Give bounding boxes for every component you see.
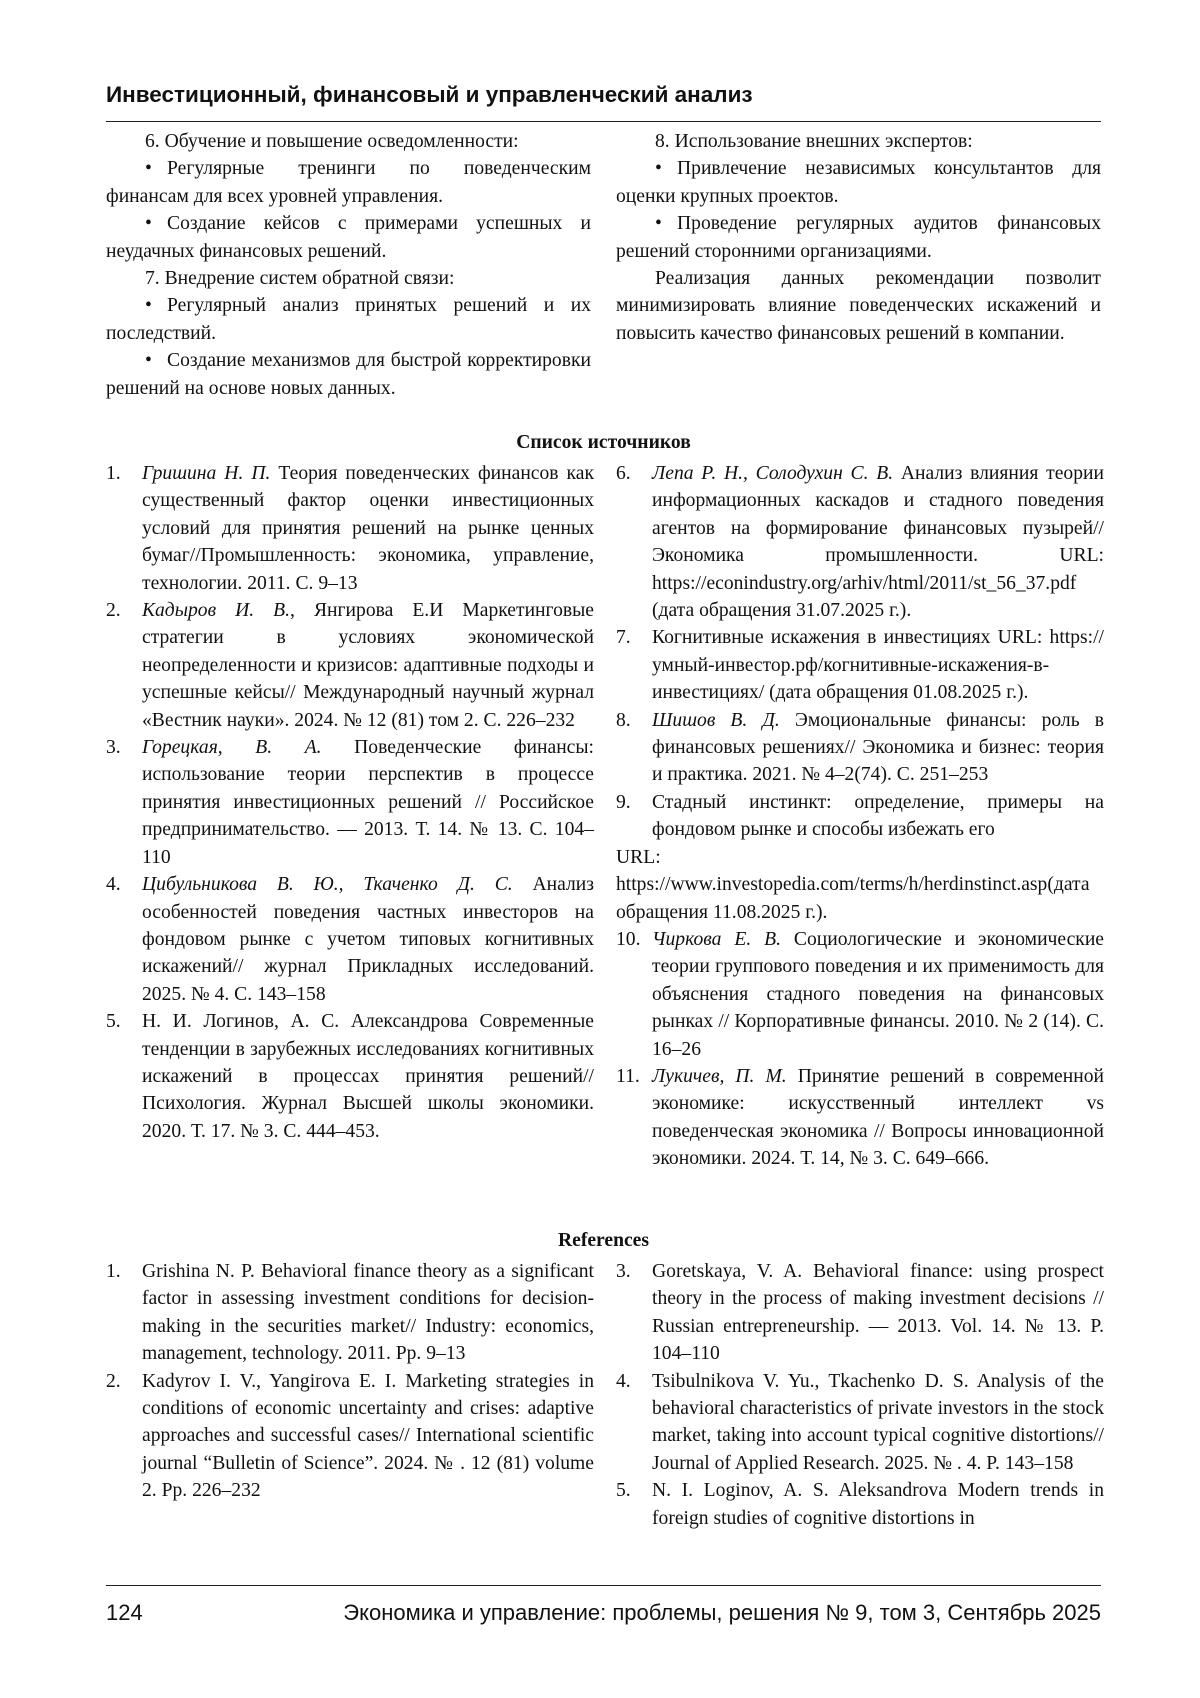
- references-list-left: [106, 1258, 594, 1505]
- sources-title: Список источников: [516, 432, 691, 453]
- bullet-symbol: •: [145, 350, 152, 372]
- source-item-1: 1. Гришина Н. П. Теория поведенческих финансов как существенный фактор оценки инвестиционных условий для принятия решений на рынке ценных бумаг//Промышленность: экономика, управление, технологии. 2011. С. 9–13: [106, 463, 594, 594]
- sources-list-right: [616, 460, 1104, 1173]
- list-heading-7: 7. Внедрение систем обратной связи:: [145, 268, 455, 290]
- bullet-symbol: •: [145, 295, 152, 317]
- bullet-item: • Создание механизмов для быстрой корректировки решений на основе новых данных.: [106, 347, 591, 402]
- source-author: Цибульникова В. Ю., Ткаченко Д. С.: [142, 874, 513, 896]
- source-author: Шишов В. Д.: [652, 709, 780, 731]
- conclusion-paragraph: Реализация данных рекомендации позволит минимизировать влияние поведенческих искажений и повысить качество финансовых решений в компании.: [616, 268, 1101, 344]
- source-item-4: 4. Цибульникова В. Ю., Ткаченко Д. С. Анализ особенностей поведения частных инвесторов на фондовом рынке с учетом типовых когнитивных искажений// журнал Прикладных исследований. 2025. № 4. С. 143–158: [106, 874, 594, 1005]
- source-author: Гришина Н. П.: [142, 463, 271, 484]
- reference-item-5: 5. N. I. Loginov, A. S. Aleksandrova Modern trends in foreign studies of cognitive distortions in: [616, 1480, 1104, 1529]
- running-footer: [106, 1600, 1101, 1626]
- source-item-10: 10. Чиркова Е. В. Социологические и экономические теории группового поведения и их применимость для объяснения стадного поведения на финансовых рынках // Корпоративные финансы. 2010. № 2 (14). С. 16–26: [616, 928, 1104, 1060]
- running-header: Инвестиционный, финансовый и управленческий анализ: [106, 82, 753, 107]
- bullet-item: • Привлечение независимых консультантов для оценки крупных проектов.: [616, 155, 1101, 210]
- reference-item-3: 3. Goretskaya, V. A. Behavioral finance: using prospect theory in the process of making investment decisions // Russian entrepreneurship. — 2013. Vol. 14. № 13. P. 104–110: [616, 1261, 1104, 1365]
- bullet-item: • Проведение регулярных аудитов финансовых решений сторонними организациями.: [616, 210, 1101, 265]
- source-author: Лепа Р. Н., Солодухин С. В.: [652, 463, 894, 484]
- bullet-item: • Регулярный анализ принятых решений и их последствий.: [106, 292, 591, 347]
- source-item-6: 6. Лепа Р. Н., Солодухин С. В. Анализ влияния теории информационных каскадов и стадного поведения агентов на формирование финансовых пузырей//Экономика промышленности. URL: https://econindustry.org/arhiv/html/2011/st_56_37.pdf (дата обращения 31.07.2025 г.).: [616, 463, 1104, 622]
- source-item-5: 5. Н. И. Логинов, А. С. Александрова Современные тенденции в зарубежных исследованиях когнитивных искажений в процессах принятия решений//Психология. Журнал Высшей школы экономики. 2020. Т. 17. № 3. С. 444–453.: [106, 1011, 594, 1142]
- references-list-right: [616, 1258, 1104, 1532]
- right-text-column: [616, 128, 1101, 347]
- source-author: Горецкая, В. А.: [142, 737, 322, 759]
- page-number: 124: [106, 1600, 143, 1625]
- source-item-9: 9. Стадный инстинкт: определение, примеры на фондовом рынке и способы избежать его: [616, 791, 1104, 841]
- source-author: Чиркова Е. В.: [652, 928, 781, 950]
- header-divider: [106, 121, 1101, 122]
- list-heading-6: 6. Обучение и повышение осведомленности:: [145, 131, 519, 152]
- source-item-3: 3. Горецкая, В. А. Поведенческие финансы: использование теории перспектив в процессе принятия инвестиционных решений // Российское предпринимательство. — 2013. Т. 14. № 13. С. 104–110: [106, 737, 594, 868]
- journal-title: Экономика и управление: проблемы, решения № 9, том 3, Сентябрь 2025: [343, 1600, 1101, 1625]
- sources-list-left: [106, 460, 594, 1145]
- source-item-9-url: URL: https://www.investopedia.com/terms/h/herdinstinct.asp(дата обращения 11.08.2025 г.).: [616, 846, 1090, 923]
- reference-item-4: 4. Tsibulnikova V. Yu., Tkachenko D. S. Analysis of the behavioral characteristics of private investors in the stock market, taking into account typical cognitive distortions// Journal of Applied Research. 2025. № . 4. P. 143–158: [616, 1370, 1104, 1474]
- list-heading-8: 8. Использование внешних экспертов:: [655, 131, 973, 152]
- references-title: References: [557, 1230, 650, 1251]
- source-item-7: 7. Когнитивные искажения в инвестициях URL: https://умный-инвестор.рф/когнитивные-искажения-в-инвестициях/ (дата обращения 01.08.2025 г.).: [616, 627, 1104, 704]
- bullet-item: • Регулярные тренинги по поведенческим финансам для всех уровней управления.: [106, 155, 591, 210]
- left-text-column: [106, 128, 591, 402]
- reference-item-1: 1. Grishina N. P. Behavioral finance theory as a significant factor in assessing investment conditions for decision-making in the securities market// Industry: economics, management, technology. 2011. Pp. 9–13: [106, 1261, 594, 1365]
- bullet-symbol: •: [655, 158, 662, 180]
- source-item-8: 8. Шишов В. Д. Эмоциональные финансы: роль в финансовых решениях// Экономика и бизнес: теория и практика. 2021. № 4–2(74). С. 251–253: [616, 709, 1104, 786]
- source-author: Лукичев, П. М.: [652, 1065, 787, 1087]
- source-item-2: 2. Кадыров И. В., Янгирова Е.И Маркетинговые стратегии в условиях экономической неопределенности и кризисов: адаптивные подходы и успешные кейсы// Международный научный журнал «Вестник науки». 2024. № 12 (81) том 2. С. 226–232: [106, 600, 595, 731]
- source-author: Кадыров И. В.: [142, 600, 291, 622]
- footer-divider: [106, 1585, 1101, 1586]
- bullet-item: • Создание кейсов с примерами успешных и неудачных финансовых решений.: [106, 210, 591, 265]
- bullet-symbol: •: [655, 213, 662, 235]
- bullet-symbol: •: [145, 213, 152, 235]
- bullet-symbol: •: [145, 158, 152, 180]
- reference-item-2: 2. Kadyrov I. V., Yangirova E. I. Marketing strategies in conditions of economic uncertainty and crises: adaptive approaches and successful cases// International scientific journal “Bulletin of Science”. 2024. № . 12 (81) volume 2. Pp. 226–232: [106, 1370, 594, 1502]
- source-item-11: 11. Лукичев, П. М. Принятие решений в современной экономике: искусственный интеллект vs поведенческая экономика // Вопросы инновационной экономики. 2024. Т. 14, № 3. С. 649–666.: [616, 1065, 1104, 1170]
